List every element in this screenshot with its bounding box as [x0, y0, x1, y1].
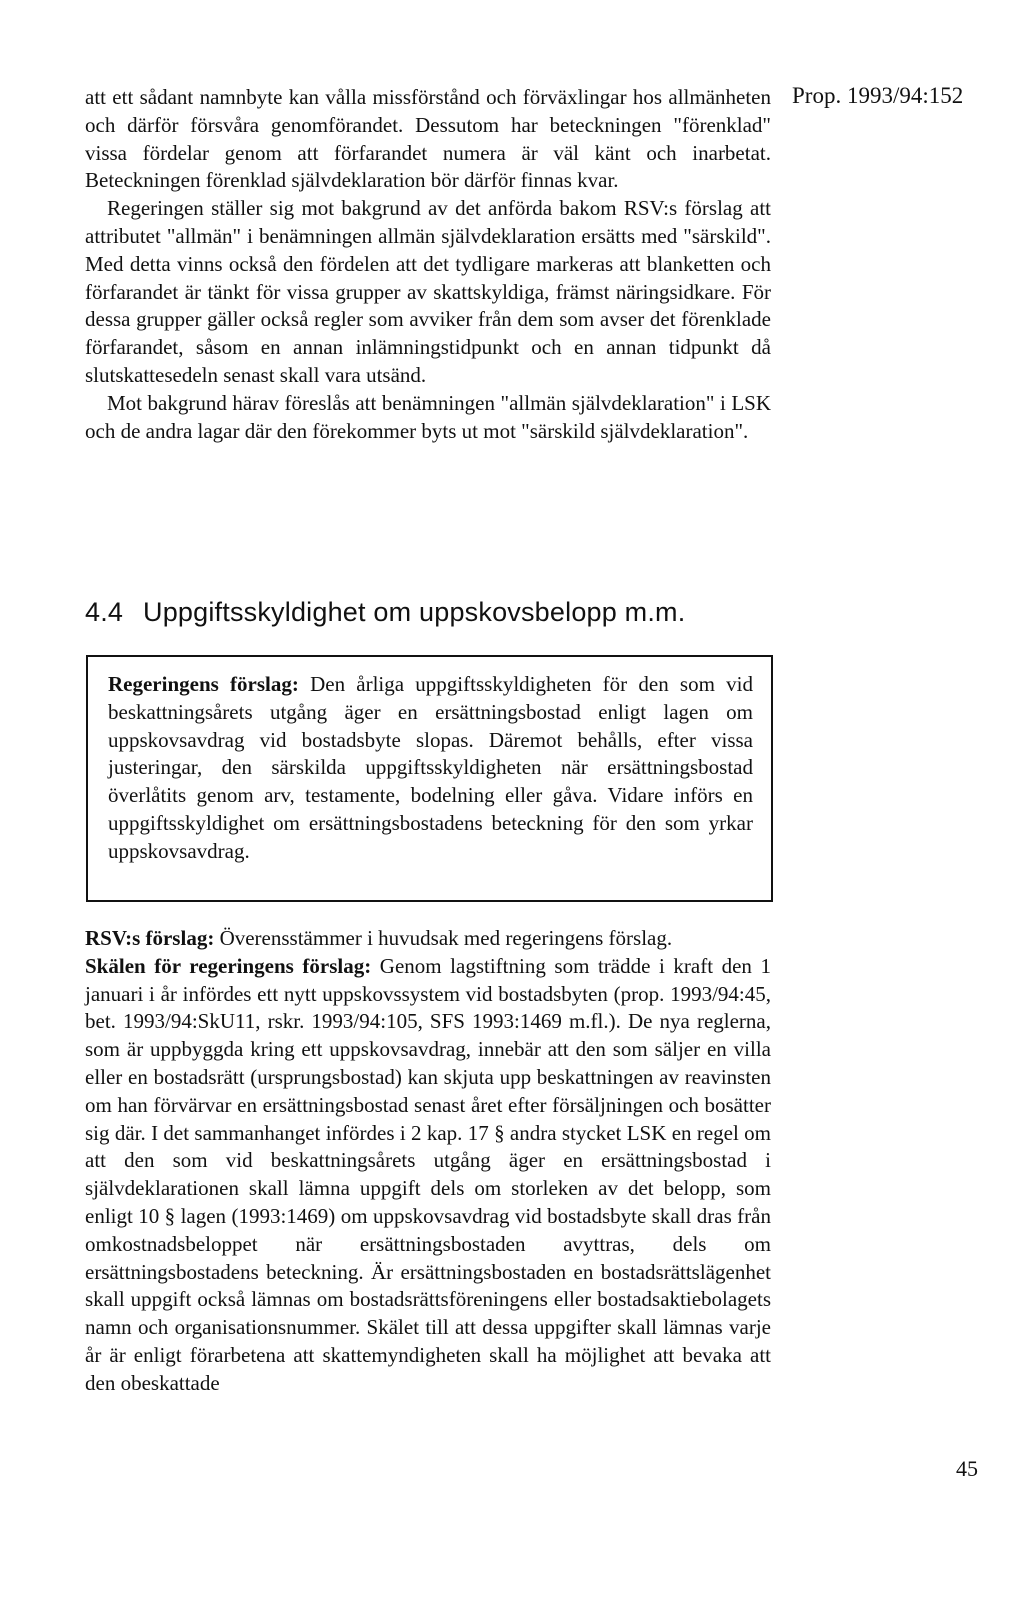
government-proposal-text — [108, 671, 753, 866]
government-proposal-body: Den årliga uppgiftsskyldigheten för den som vid beskattningsårets utgång äger en ersättningsbostad enligt lagen om uppskovsavdrag vid bostadsbyte slopas. Däremot behålls, efter vissa justeringar, den särskilda uppgiftsskyldigheten när ersättningsbostad överlåtits genom arv, testamente, bodelning eller gåva. Vidare införs en uppgiftsskyldighet om ersättningsbostadens beteckning för den som yrkar uppskovsavdrag. — [108, 672, 753, 863]
section-number: 4.4 — [85, 597, 124, 627]
intro-paragraph-1: att ett sådant namnbyte kan vålla missförstånd och förväxlingar hos allmänheten och därför försvåra genomförandet. Dessutom har beteckningen "förenklad" vissa fördelar genom att förfarandet numera är väl känt och inarbetat. Beteckningen förenklad självdeklaration bör därför finnas kvar. — [85, 85, 771, 193]
intro-paragraph-2: Regeringen ställer sig mot bakgrund av det anförda bakom RSV:s förslag att attributet "allmän" i benämningen allmän självdeklaration ersätts med "särskild". Med detta vinns också den fördelen att det tydligare markeras att blanketten och förfarandet är tänkt för vissa grupper av skattskyldiga, främst näringsidkare. För dessa grupper gäller också regler som avviker från dem som avser det förenklade förfarandet, såsom en annan inlämningstidpunkt och en annan tidpunkt då slutskattesedeln senast skall vara utsänd. — [85, 196, 771, 387]
rsv-proposal-body: Överensstämmer i huvudsak med regeringens förslag. — [214, 926, 673, 950]
reasons-label: Skälen för regeringens förslag: — [85, 953, 372, 978]
intro-paragraph-3: Mot bakgrund härav föreslås att benämningen "allmän självdeklaration" i LSK och de andra lagar där den förekommer byts ut mot "särskild självdeklaration". — [85, 390, 771, 443]
section-title: Uppgiftsskyldighet om uppskovsbelopp m.m. — [143, 597, 686, 627]
government-proposal-box — [86, 655, 773, 902]
section-heading — [85, 595, 685, 629]
intro-text-block — [85, 84, 771, 445]
prop-reference: Prop. 1993/94:152 — [792, 83, 964, 108]
reasons-body: Genom lagstiftning som trädde i kraft den 1 januari i år infördes ett nytt uppskovssystem vid bostadsbyten (prop. 1993/94:45, bet. 1993/94:SkU11, rskr. 1993/94:105, SFS 1993:1469 m.fl.). De nya reglerna, som är uppbyggda kring ett uppskovsavdrag, innebär att den som säljer en villa eller en bostadsrätt (ursprungsbostad) kan skjuta upp beskattningen av reavinsten om han förvärvar en ersättningsbostad senast året efter försäljningen och bosätter sig där. I det sammanhanget infördes i 2 kap. 17 § andra stycket LSK en regel om att den som vid beskattningsårets utgång äger en ersättningsbostad i självdeklarationen skall lämna uppgift dels om storleken av det belopp, som enligt 10 § lagen (1993:1469) om uppskovsavdrag vid bostadsbyte skall dras från omkostnadsbeloppet när ersättningsbostaden avyttras, dels om ersättningsbostadens beteckning. Är ersättningsbostaden en bostadsrättslägenhet skall uppgift också lämnas om bostadsrättsföreningens eller bostadsaktiebolagets namn och organisationsnummer. Skälet till att dessa uppgifter skall lämnas varje år är enligt förarbetena att skattemyndigheten skall ha möjlighet att bevaka att den obeskattade — [85, 953, 771, 1395]
rsv-proposal-label: RSV:s förslag: — [85, 926, 215, 950]
rsv-proposal-paragraph — [85, 925, 771, 953]
reasons-text-block — [85, 925, 771, 1398]
reasons-paragraph — [85, 953, 771, 1398]
page-number: 45 — [956, 1456, 978, 1481]
government-proposal-label: Regeringens förslag: — [108, 672, 299, 696]
